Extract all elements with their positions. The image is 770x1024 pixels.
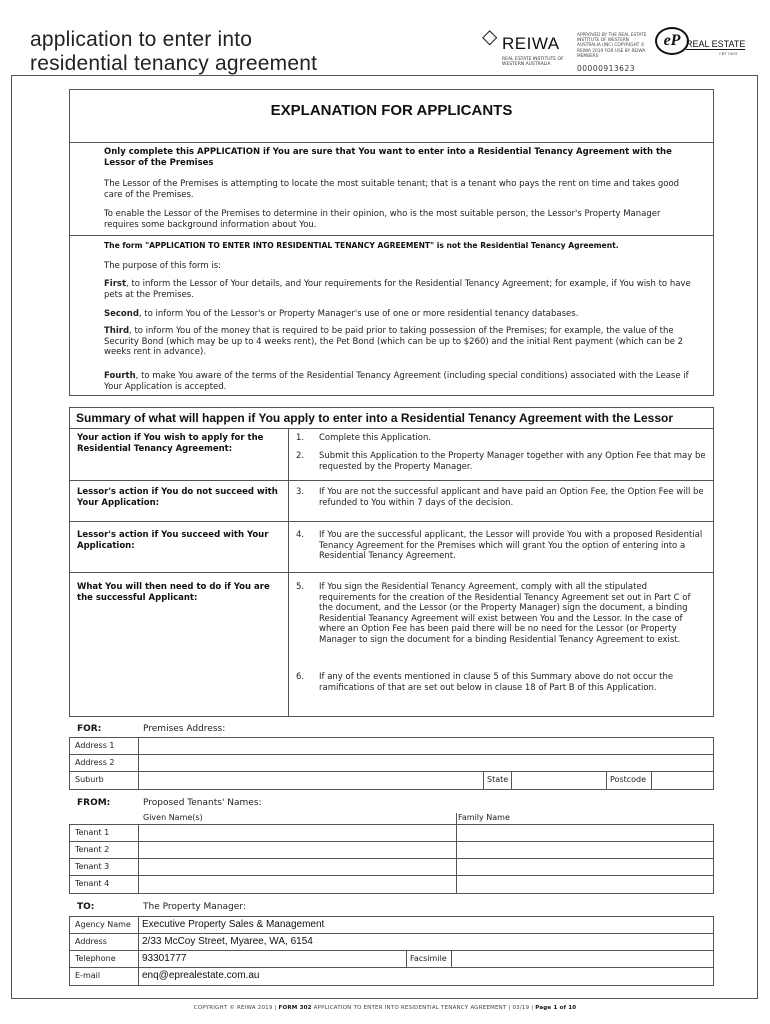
purpose-text: The purpose of this form is: xyxy=(104,261,222,271)
summary-item-2 xyxy=(296,451,706,472)
second-text: , to inform You of the Lessor's or Property Manager's use of one or more residential tenancy databases. xyxy=(138,309,579,319)
divider xyxy=(70,142,713,143)
from-label: FROM: xyxy=(77,798,111,808)
summary-item-5 xyxy=(296,582,706,645)
item-text: If You are not the successful applicant and have paid an Option Fee, the Option Fee will be refunded to You within 7 days of the decision. xyxy=(319,487,704,508)
tenant-label: Tenant 2 xyxy=(70,842,139,858)
proposed-tenants-label: Proposed Tenants' Names: xyxy=(143,798,262,808)
address-field[interactable]: 2/33 McCoy Street, Myaree, WA, 6154 xyxy=(142,936,313,947)
document-title-line1: application to enter into xyxy=(30,28,253,51)
given-name-header: Given Name(s) xyxy=(143,813,203,822)
footer-page-number: Page 1 of 10 xyxy=(535,1005,577,1011)
third-label: Third xyxy=(104,326,130,336)
telephone-row xyxy=(70,951,713,968)
reiwa-diamond-icon: ◇ xyxy=(482,24,498,48)
postcode-label: Postcode xyxy=(606,772,651,789)
telephone-field[interactable]: 93301777 xyxy=(142,953,187,964)
summary-item-1 xyxy=(296,433,706,444)
second-label: Second xyxy=(104,309,139,319)
tenant2-family-field[interactable] xyxy=(456,842,713,858)
address2-label: Address 2 xyxy=(70,755,139,771)
summary-row-divider xyxy=(70,572,713,573)
summary-item-3 xyxy=(296,487,706,508)
ep-logo: eP xyxy=(655,27,689,55)
email-row xyxy=(70,968,713,985)
summary-row-divider xyxy=(70,480,713,481)
footer-form-number: FORM 302 xyxy=(278,1005,312,1011)
facsimile-field[interactable] xyxy=(451,951,713,967)
address1-label: Address 1 xyxy=(70,738,139,754)
item-number: 4. xyxy=(296,530,305,540)
first-text: , to inform the Lessor of Your details, and Your requirements for the Residential Tenancy Agreement; for example, if You wish to have pets at the Premises. xyxy=(104,279,691,300)
purpose-third xyxy=(104,326,694,358)
premises-address-label: Premises Address: xyxy=(143,724,226,734)
for-label: FOR: xyxy=(77,724,102,734)
item-text: Complete this Application. xyxy=(319,433,432,443)
summary-action-4: What You will then need to do if You are the successful Applicant: xyxy=(77,582,270,603)
tenant3-family-field[interactable] xyxy=(456,859,713,875)
email-field[interactable]: enq@eprealestate.com.au xyxy=(142,970,260,981)
document-title xyxy=(30,28,317,76)
to-label: TO: xyxy=(77,902,95,912)
purpose-fourth xyxy=(104,371,694,392)
reiwa-subtitle: REAL ESTATE INSTITUTE OF WESTERN AUSTRALIA xyxy=(502,57,564,67)
address1-row xyxy=(70,738,713,755)
tenant-grid xyxy=(69,824,714,894)
tenant-row xyxy=(70,825,713,842)
facsimile-label: Facsimile xyxy=(406,951,451,967)
summary-table xyxy=(69,407,714,717)
purpose-second xyxy=(104,309,694,320)
agency-name-field[interactable]: Executive Property Sales & Management xyxy=(142,919,325,930)
agency-row xyxy=(70,917,713,934)
divider xyxy=(70,235,713,236)
tenant-label: Tenant 1 xyxy=(70,825,139,841)
intro-text: Only complete this APPLICATION if You are sure that You want to enter into a Residential Tenancy Agreement with the Lessor of the Premises xyxy=(104,147,672,168)
ep-subtext: CRT 7403 xyxy=(719,51,738,56)
tenant-header-divider xyxy=(456,813,457,825)
reiwa-logo xyxy=(480,22,570,68)
state-label: State xyxy=(483,772,511,789)
summary-action-2: Lessor's action if You do not succeed with Your Application: xyxy=(77,487,278,508)
address2-row xyxy=(70,755,713,772)
explanation-title: EXPLANATION FOR APPLICANTS xyxy=(270,102,513,119)
footer-copyright: COPYRIGHT © REIWA 2019 | xyxy=(193,1005,277,1011)
fourth-text: , to make You aware of the terms of the Residential Tenancy Agreement (including special conditions) associated with the Lease if Your Application is accepted. xyxy=(104,371,689,392)
suburb-row xyxy=(70,772,713,789)
summary-action-1: Your action if You wish to apply for the Residential Tenancy Agreement: xyxy=(77,433,264,454)
ep-real-estate-text: REAL ESTATE xyxy=(686,39,746,49)
summary-heading: Summary of what will happen if You apply to enter into a Residential Tenancy Agreement with the Lessor xyxy=(70,408,713,429)
tenant-row xyxy=(70,842,713,859)
summary-column-divider xyxy=(288,429,289,717)
family-name-header: Family Name xyxy=(458,813,510,822)
summary-item-6 xyxy=(296,672,706,693)
tenant1-family-field[interactable] xyxy=(456,825,713,841)
tenant-label: Tenant 3 xyxy=(70,859,139,875)
reiwa-wordmark: REIWA xyxy=(502,34,560,53)
footer-form-title: APPLICATION TO ENTER INTO RESIDENTIAL TENANCY AGREEMENT | 03/19 | xyxy=(313,1005,534,1011)
item-text: If You are the successful applicant, the Lessor will provide You with a proposed Residential Tenancy Agreement for the Premises which will grant You the option of entering into a Residential Tenancy Agreement. xyxy=(319,530,703,561)
page-footer xyxy=(0,1005,770,1011)
purpose-first xyxy=(104,279,694,300)
property-manager-label: The Property Manager: xyxy=(143,902,246,912)
summary-action-3: Lessor's action if You succeed with Your Application: xyxy=(77,530,269,551)
approval-notice: APPROVED BY THE REAL ESTATE INSTITUTE OF WESTERN AUSTRALIA (INC) COPYRIGHT © REIWA 2019 FOR USE BY REIWA MEMBERS xyxy=(577,33,647,59)
address-label: Address xyxy=(70,934,139,950)
tenant-label: Tenant 4 xyxy=(70,876,139,893)
first-label: First xyxy=(104,279,127,289)
paragraph-1: The Lessor of the Premises is attempting to locate the most suitable tenant; that is a tenant who pays the rent on time and takes good care of the Premises. xyxy=(104,179,680,200)
suburb-label: Suburb xyxy=(70,772,139,789)
premises-address-grid xyxy=(69,737,714,790)
property-manager-grid xyxy=(69,916,714,986)
third-text: , to inform You of the money that is required to be paid prior to taking possession of the Premises; for example, the value of the Security Bond (which may be up to 4 weeks rent), the Pet Bond (which can be up to $260) and the initial Rent payment (which can be 2 weeks rent in advance). xyxy=(104,326,684,357)
fourth-label: Fourth xyxy=(104,371,136,381)
summary-row-divider xyxy=(70,521,713,522)
tenant-row xyxy=(70,859,713,876)
item-number: 5. xyxy=(296,582,305,592)
explanation-box xyxy=(69,89,714,396)
item-number: 6. xyxy=(296,672,305,682)
item-number: 1. xyxy=(296,433,305,443)
tenant-row xyxy=(70,876,713,893)
address-row xyxy=(70,934,713,951)
item-text: Submit this Application to the Property Manager together with any Option Fee that may be requested by the Property Manager. xyxy=(319,451,706,472)
notice-text: The form "APPLICATION TO ENTER INTO RESIDENTIAL TENANCY AGREEMENT" is not the Residential Tenancy Agreement. xyxy=(104,241,619,250)
tenant4-family-field[interactable] xyxy=(456,876,713,893)
item-number: 2. xyxy=(296,451,305,461)
agency-name-label: Agency Name xyxy=(70,917,139,933)
postcode-field[interactable] xyxy=(651,772,713,789)
item-text: If You sign the Residential Tenancy Agreement, comply with all the stipulated requirements for the creation of the Residential Tenancy Agreement set out in Part C of the document, and the Lessor (or the Property Manager) sign the document, a binding Residential Teanancy Agreement will exist between You and the Lessor. In the case of where an Option Fee has been paid there will be no need for the Lessor (or Property Manager to sign the document for a binding Residential Tenancy Agreement to exist. xyxy=(319,582,691,645)
email-label: E-mail xyxy=(70,968,139,985)
item-number: 3. xyxy=(296,487,305,497)
telephone-label: Telephone xyxy=(70,951,139,967)
form-code: 00000913623 xyxy=(577,64,635,73)
paragraph-2: To enable the Lessor of the Premises to determine in their opinion, who is the most suitable person, the Lessor's Property Manager requires some background information about You. xyxy=(104,209,661,230)
document-title-line2: residential tenancy agreement xyxy=(30,52,318,75)
summary-item-4 xyxy=(296,530,706,562)
state-field[interactable] xyxy=(511,772,606,789)
item-text: If any of the events mentioned in clause 5 of this Summary above do not occur the ramifications of that are set out below in clause 18 of Part B of this Application. xyxy=(319,672,674,693)
